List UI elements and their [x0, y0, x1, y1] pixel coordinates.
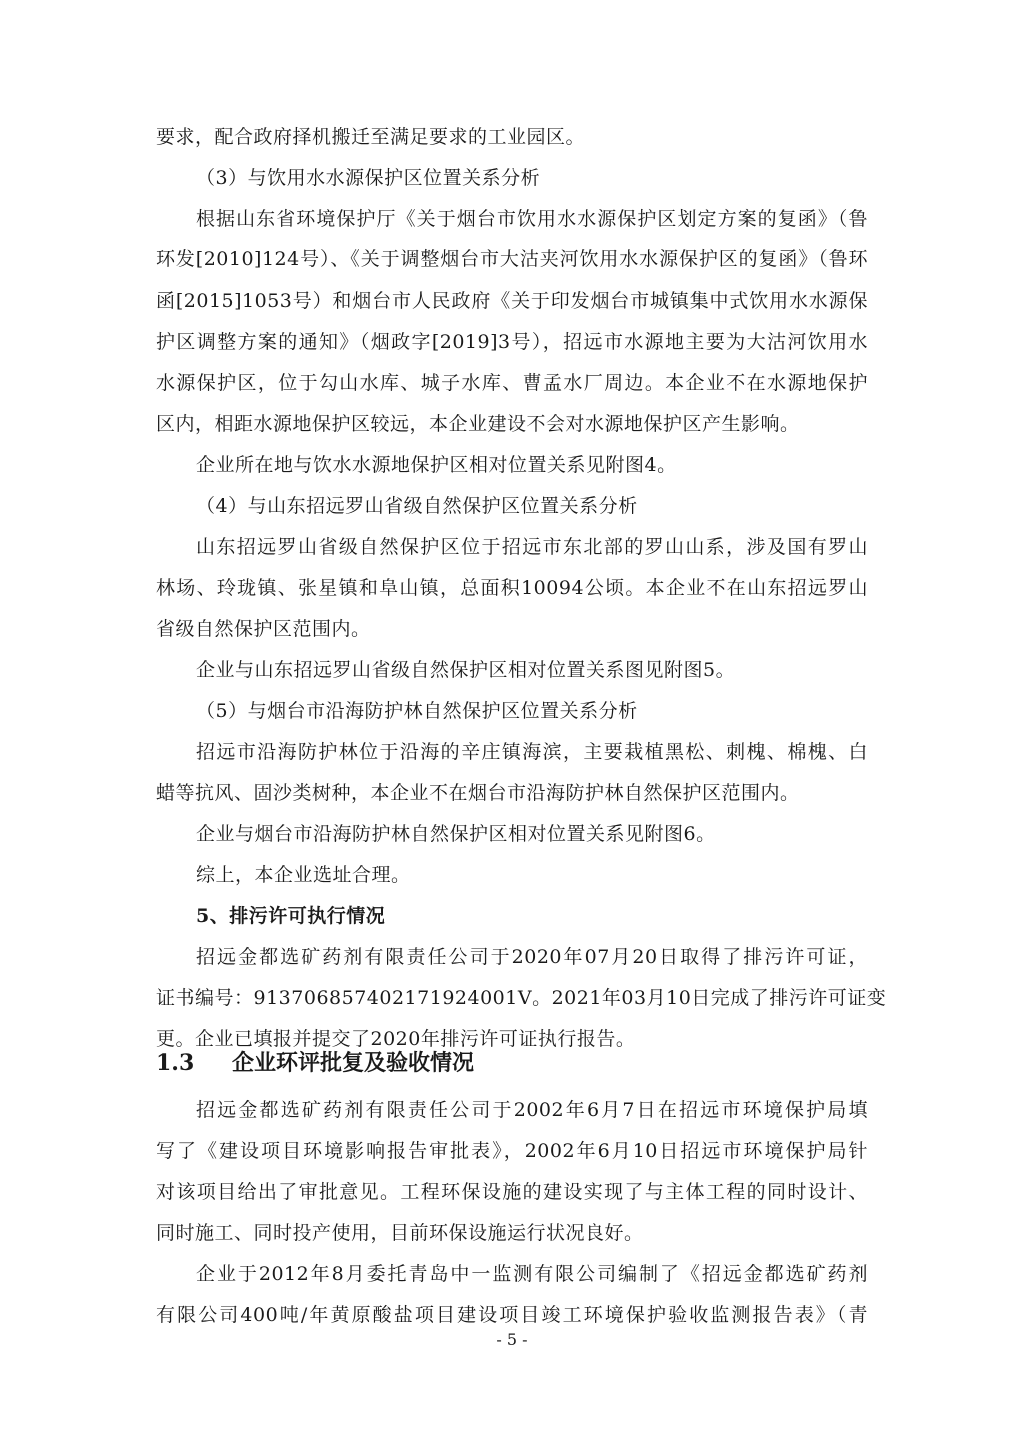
section-heading [156, 1048, 474, 1078]
page-number: - 5 - [496, 1330, 528, 1349]
subsection-heading: （5）与烟台市沿海防护林自然保护区位置关系分析 [196, 700, 638, 722]
paragraph-line: 招远市沿海防护林位于沿海的辛庄镇海滨，主要栽植黑松、刺槐、棉槐、白 [196, 741, 868, 763]
paragraph-line: 对该项目给出了审批意见。工程环保设施的建设实现了与主体工程的同时设计、 [156, 1181, 868, 1203]
subsection-heading: 5、排污许可执行情况 [196, 905, 386, 927]
paragraph-line: 山东招远罗山省级自然保护区位于招远市东北部的罗山山系，涉及国有罗山 [196, 536, 868, 558]
paragraph-line: 林场、玲珑镇、张星镇和阜山镇，总面积10094公顷。本企业不在山东招远罗山 [156, 577, 868, 599]
paragraph-line: 企业所在地与饮水水源地保护区相对位置关系见附图4。 [196, 454, 677, 476]
paragraph-line: 更。企业已填报并提交了2020年排污许可证执行报告。 [156, 1028, 636, 1050]
paragraph-line: 证书编号：91370685740217192400​1V。2021年03月10日完成了排污许可证变 [156, 987, 887, 1009]
paragraph-line: 综上，本企业选址合理。 [196, 864, 411, 886]
paragraph-line: 区内，相距水源地保护区较远，本企业建设不会对水源地保护区产生影响。 [156, 413, 800, 435]
paragraph-line: 写了《建设项目环境影响报告审批表》，2002年6月10日招远市环境保护局针 [156, 1140, 868, 1162]
paragraph-line: 蜡等抗风、固沙类树种，本企业不在烟台市沿海防护林自然保护区范围内。 [156, 782, 800, 804]
paragraph-line: 企业于2012年8月委托青岛中一监测有限公司编制了《招远金都选矿药剂 [196, 1263, 868, 1285]
section-title: 企业环评批复及验收情况 [232, 1050, 475, 1076]
subsection-heading: （4）与山东招远罗山省级自然保护区位置关系分析 [196, 495, 638, 517]
paragraph-line: 根据山东省环境保护厅《关于烟台市饮用水水源保护区划定方案的复函》（鲁 [196, 208, 868, 230]
paragraph-line: 招远金都选矿药剂有限责任公司于2002年6月7日在招远市环境保护局填 [196, 1099, 868, 1121]
subsection-heading: （3）与饮用水水源保护区位置关系分析 [196, 167, 541, 189]
paragraph-line: 同时施工、同时投产使用，目前环保设施运行状况良好。 [156, 1222, 644, 1244]
paragraph-line: 招远金都选矿药剂有限责任公司于2020年07月20日取得了排污许可证， [196, 946, 868, 968]
paragraph-line: 环发[2010]124号）、《关于调整烟台市大沽夹河饮用水水源保护区的复函》（鲁环 [156, 248, 868, 270]
section-number: 1.3 [156, 1050, 195, 1076]
paragraph-line: 函[2015]1053号）和烟台市人民政府《关于印发烟台市城镇集中式饮用水水源保 [156, 290, 868, 312]
paragraph-line: 省级自然保护区范围内。 [156, 618, 371, 640]
paragraph-line: 要求，配合政府择机搬迁至满足要求的工业园区。 [156, 126, 586, 148]
paragraph-line: 水源保护区，位于勾山水库、城子水库、曹孟水厂周边。本企业不在水源地保护 [156, 372, 868, 394]
paragraph-line: 企业与山东招远罗山省级自然保护区相对位置关系图见附图5。 [196, 659, 736, 681]
paragraph-line: 护区调整方案的通知》（烟政字[2019]3号），招远市水源地主要为大沽河饮用水 [156, 331, 868, 353]
paragraph-line: 企业与烟台市沿海防护林自然保护区相对位置关系见附图6。 [196, 823, 716, 845]
paragraph-line: 有限公司400吨/年黄原酸盐项目建设项目竣工环境保护验收监测报告表》（青 [156, 1304, 868, 1326]
